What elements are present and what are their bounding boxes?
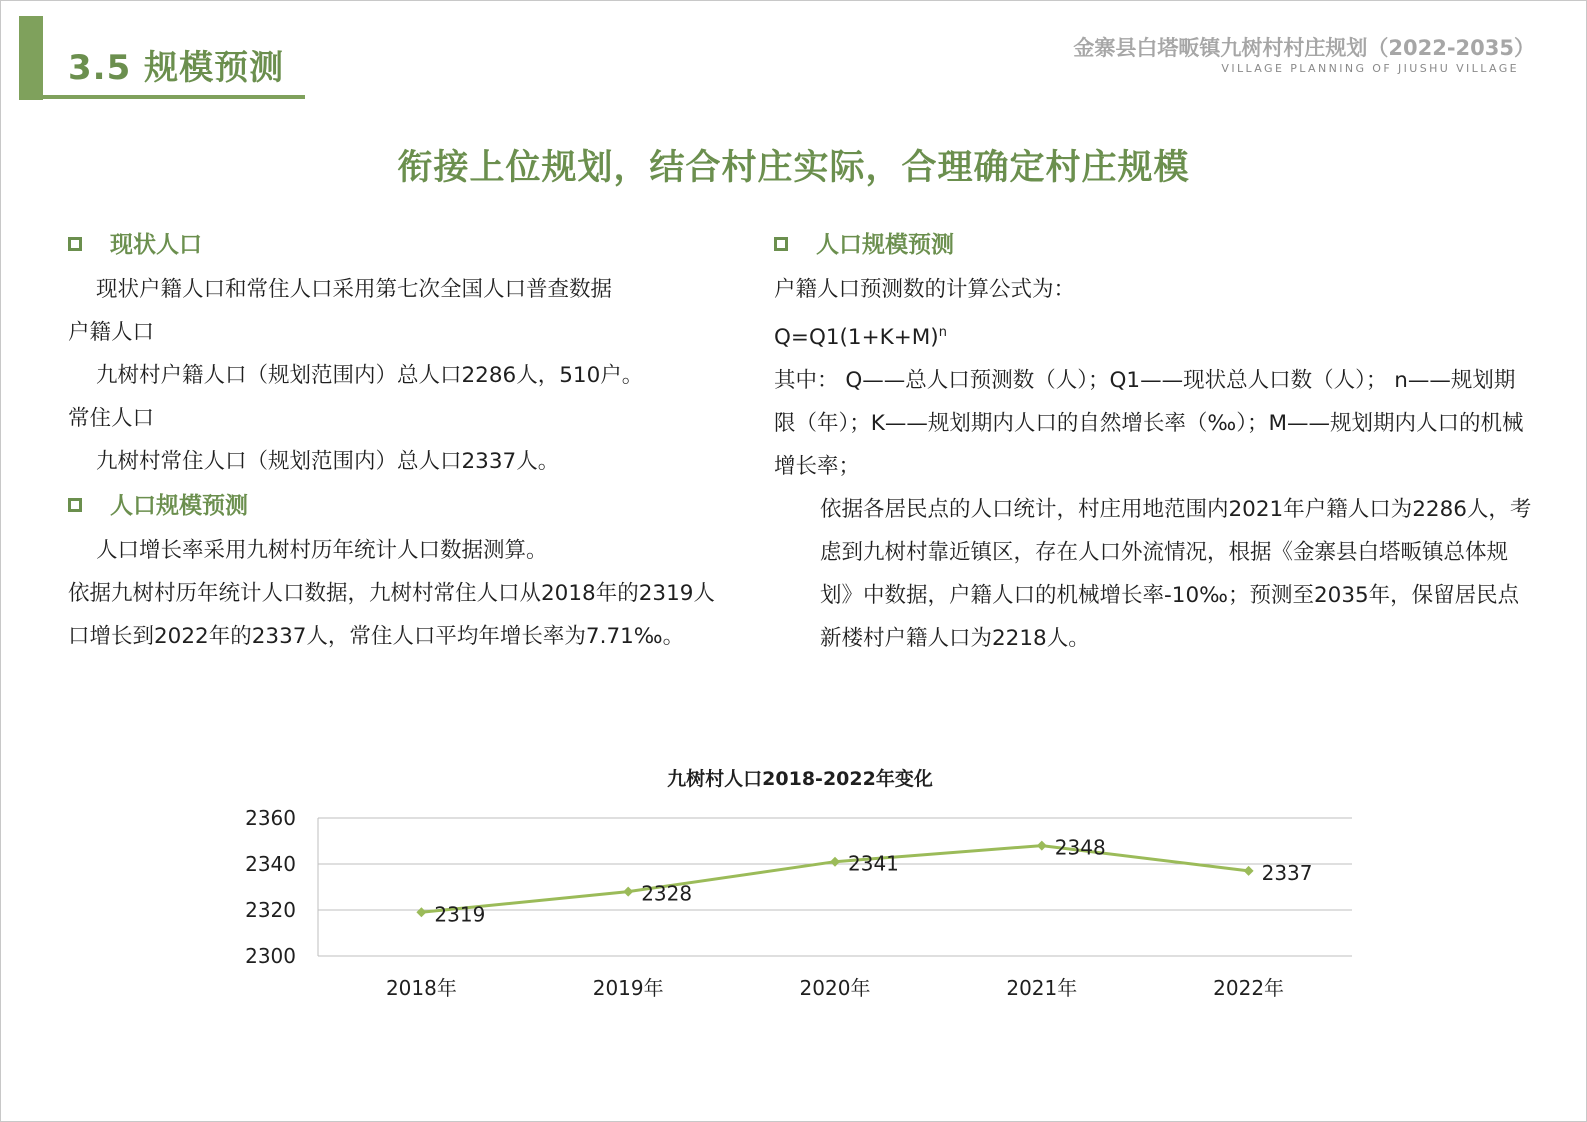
subheading-label: 现状人口 [110, 232, 202, 258]
section-title: 3.5 规模预测 [68, 48, 285, 88]
label-registered-population: 户籍人口 [68, 320, 155, 345]
project-title-cn: 金寨县白塔畈镇九树村村庄规划（2022-2035） [1073, 36, 1535, 60]
paragraph-formula-legend: 其中： Q——总人口预测数（人）；Q1——现状总人口数（人）； n——规划期限（年）；K——规划期内人口的自然增长率（‰）；M——规划期内人口的机械增长率； [774, 368, 1524, 480]
x-tick-label: 2021年 [1006, 976, 1078, 1000]
series-line [421, 846, 1248, 913]
y-tick-label: 2360 [245, 806, 296, 830]
data-point [1244, 866, 1254, 876]
data-point [830, 857, 840, 867]
y-tick-label: 2340 [245, 852, 296, 876]
formula-exponent: n [938, 325, 947, 340]
paragraph-growth-rate: 依据九树村历年统计人口数据，九树村常住人口从2018年的2319人口增长到2022年的2337人，常住人口平均年增长率为7.71‰。 [68, 581, 715, 649]
data-label: 2341 [848, 851, 899, 876]
paragraph-formula-intro: 户籍人口预测数的计算公式为： [774, 277, 1076, 302]
subheading-label: 人口规模预测 [110, 493, 248, 519]
data-label: 2328 [641, 881, 693, 906]
data-label: 2348 [1054, 835, 1106, 860]
project-title-en: VILLAGE PLANNING OF JIUSHU VILLAGE [1221, 62, 1519, 75]
data-label: 2337 [1261, 860, 1313, 885]
y-tick-label: 2300 [245, 944, 296, 968]
x-tick-label: 2018年 [385, 976, 457, 1000]
data-label: 2319 [434, 902, 486, 927]
formula-base: Q=Q1(1+K+M) [774, 325, 939, 351]
subheading-label: 人口规模预测 [816, 232, 954, 258]
x-tick-label: 2020年 [799, 976, 871, 1000]
y-tick-label: 2320 [245, 898, 296, 922]
data-point [623, 887, 633, 897]
data-point [1037, 841, 1047, 851]
x-tick-label: 2019年 [592, 976, 664, 1000]
paragraph-forecast: 依据各居民点的人口统计，村庄用地范围内2021年户籍人口为2286人，考虑到九树村靠近镇区，存在人口外流情况，根据《金寨县白塔畈镇总体规划》中数据，户籍人口的机械增长率-10‰；预测至2035年，保留居民点新楼村户籍人口为2218人。 [820, 497, 1532, 652]
paragraph-registered-population: 九树村户籍人口（规划范围内）总人口2286人，510户。 [96, 363, 644, 388]
paragraph-census: 现状户籍人口和常住人口采用第七次全国人口普查数据 [96, 277, 613, 302]
chart-title: 九树村人口2018-2022年变化 [667, 768, 933, 790]
headline: 衔接上位规划，结合村庄实际，合理确定村庄规模 [397, 148, 1190, 188]
label-resident-population: 常住人口 [68, 406, 155, 431]
x-tick-label: 2022年 [1213, 976, 1285, 1000]
paragraph-resident-population: 九树村常住人口（规划范围内）总人口2337人。 [96, 449, 560, 474]
paragraph-growth-method: 人口增长率采用九树村历年统计人口数据测算。 [96, 538, 548, 563]
data-point [416, 907, 426, 917]
